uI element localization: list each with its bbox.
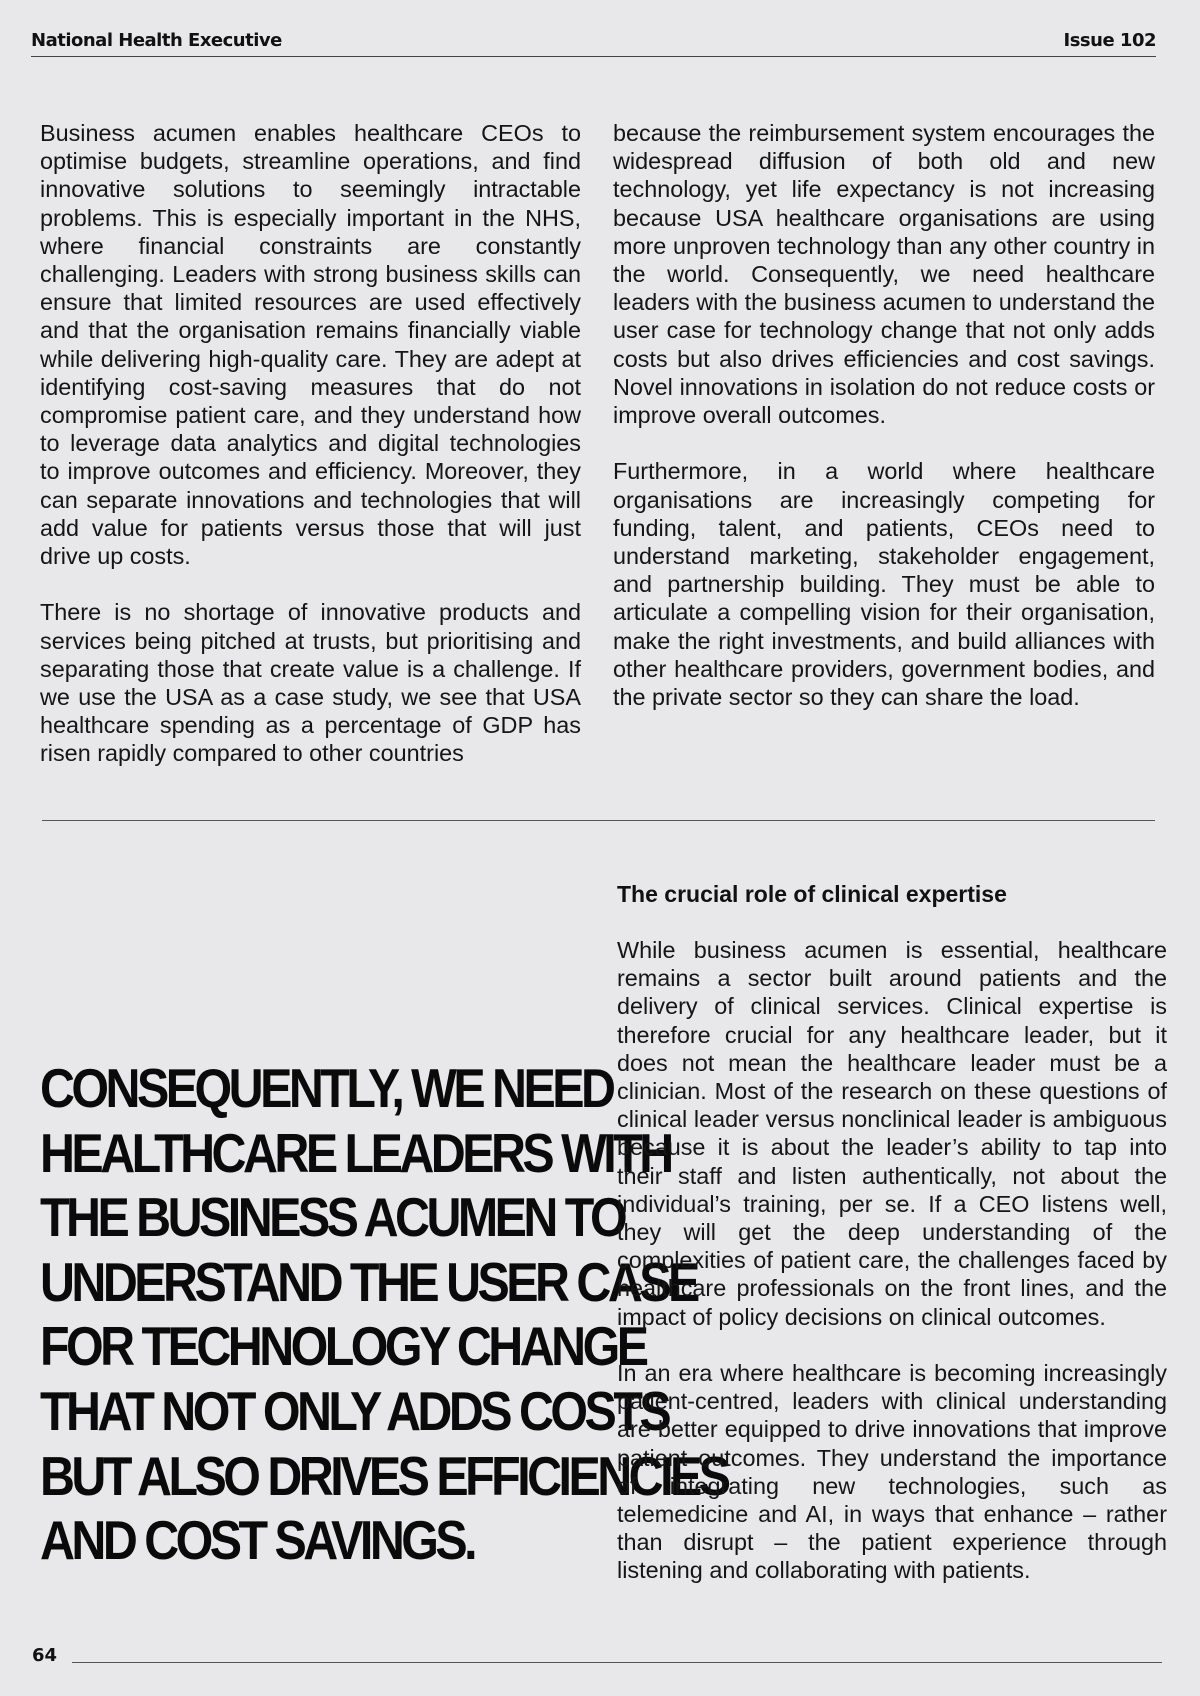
- pull-quote-line: HEALTHCARE LEADERS WITH: [40, 1121, 671, 1184]
- page-number: 64: [32, 1645, 58, 1666]
- right-column: [613, 119, 1155, 711]
- pull-quote-line: THE BUSINESS ACUMEN TO: [40, 1186, 625, 1249]
- left-column: [40, 119, 581, 768]
- pull-quote-line: FOR TECHNOLOGY CHANGE: [40, 1315, 646, 1378]
- pull-quote-line: BUT ALSO DRIVES EFFICIENCIES: [40, 1444, 728, 1507]
- left-paragraph-1: Business acumen enables healthcare CEOs to optimise budgets, streamline operations, and find innovative solutions to seemingly intractable problems. This is especially important in the NHS, where financial constraints are constantly challenging. Leaders with strong business skills can ensure that limited resources are used effectively and that the organisation remains financially viable while delivering high-quality care. They are adept at identifying cost-saving measures that do not compromise patient care, and they understand how to leverage data analytics and digital technologies to improve outcomes and efficiency. Moreover, they can separate innovations and technologies that will add value for patients versus those that will just drive up costs.: [40, 120, 581, 570]
- publication-title: National Health Executive: [31, 30, 282, 51]
- pull-quote-line: CONSEQUENTLY, WE NEED: [40, 1057, 613, 1119]
- clinical-expertise-section: [617, 880, 1167, 1585]
- footer-rule: [72, 1662, 1162, 1663]
- issue-number: Issue 102: [1063, 30, 1156, 51]
- left-paragraph-2: There is no shortage of innovative products and services being pitched at trusts, but prioritising and separating those that create value is a challenge. If we use the USA as a case study, we see that USA healthcare spending as a percentage of GDP has risen rapidly compared to other countries: [40, 599, 581, 767]
- right-paragraph-2: Furthermore, in a world where healthcare organisations are increasingly competing for funding, talent, and patients, CEOs need to understand marketing, stakeholder engagement, and partnership building. They must be able to articulate a compelling vision for their organisation, make the right investments, and build alliances with other healthcare providers, government bodies, and the private sector so they can share the load.: [613, 458, 1155, 711]
- pull-quote-line: AND COST SAVINGS.: [40, 1509, 475, 1572]
- section-paragraph-2: In an era where healthcare is becoming increasingly patient-centred, leaders with clinical understanding are better equipped to drive innovations that improve patient outcomes. They understand the importance of integrating new technologies, such as telemedicine and AI, in ways that enhance – rather than disrupt – the patient experience through listening and collaborating with patients.: [617, 1360, 1167, 1584]
- section-body: [617, 936, 1167, 1585]
- pull-quote: [40, 1056, 728, 1573]
- section-paragraph-1: While business acumen is essential, healthcare remains a sector built around patients and the delivery of clinical services. Clinical expertise is therefore crucial for any healthcare leader, but it does not mean the healthcare leader must be a clinician. Most of the research on these questions of clinical leader versus nonclinical leader is ambiguous because it is about the leader’s ability to tap into their staff and listen authentically, not about the individual’s training, per se. If a CEO listens well, they will get the deep understanding of the complexities of patient care, the challenges faced by healthcare professionals on the front lines, and the impact of policy decisions on clinical outcomes.: [617, 937, 1167, 1330]
- pull-quote-line: THAT NOT ONLY ADDS COSTS: [40, 1379, 669, 1442]
- pull-quote-line: UNDERSTAND THE USER CASE: [40, 1250, 697, 1313]
- section-heading: The crucial role of clinical expertise: [617, 881, 1007, 907]
- page-header: [31, 28, 1156, 57]
- section-divider: [42, 820, 1155, 821]
- right-paragraph-1: because the reimbursement system encourages the widespread diffusion of both old and new technology, yet life expectancy is not increasing because USA healthcare organisations are using more unproven technology than any other country in the world. Consequently, we need healthcare leaders with the business acumen to understand the user case for technology change that not only adds costs but also drives efficiencies and cost savings. Novel innovations in isolation do not reduce costs or improve overall outcomes.: [613, 120, 1155, 429]
